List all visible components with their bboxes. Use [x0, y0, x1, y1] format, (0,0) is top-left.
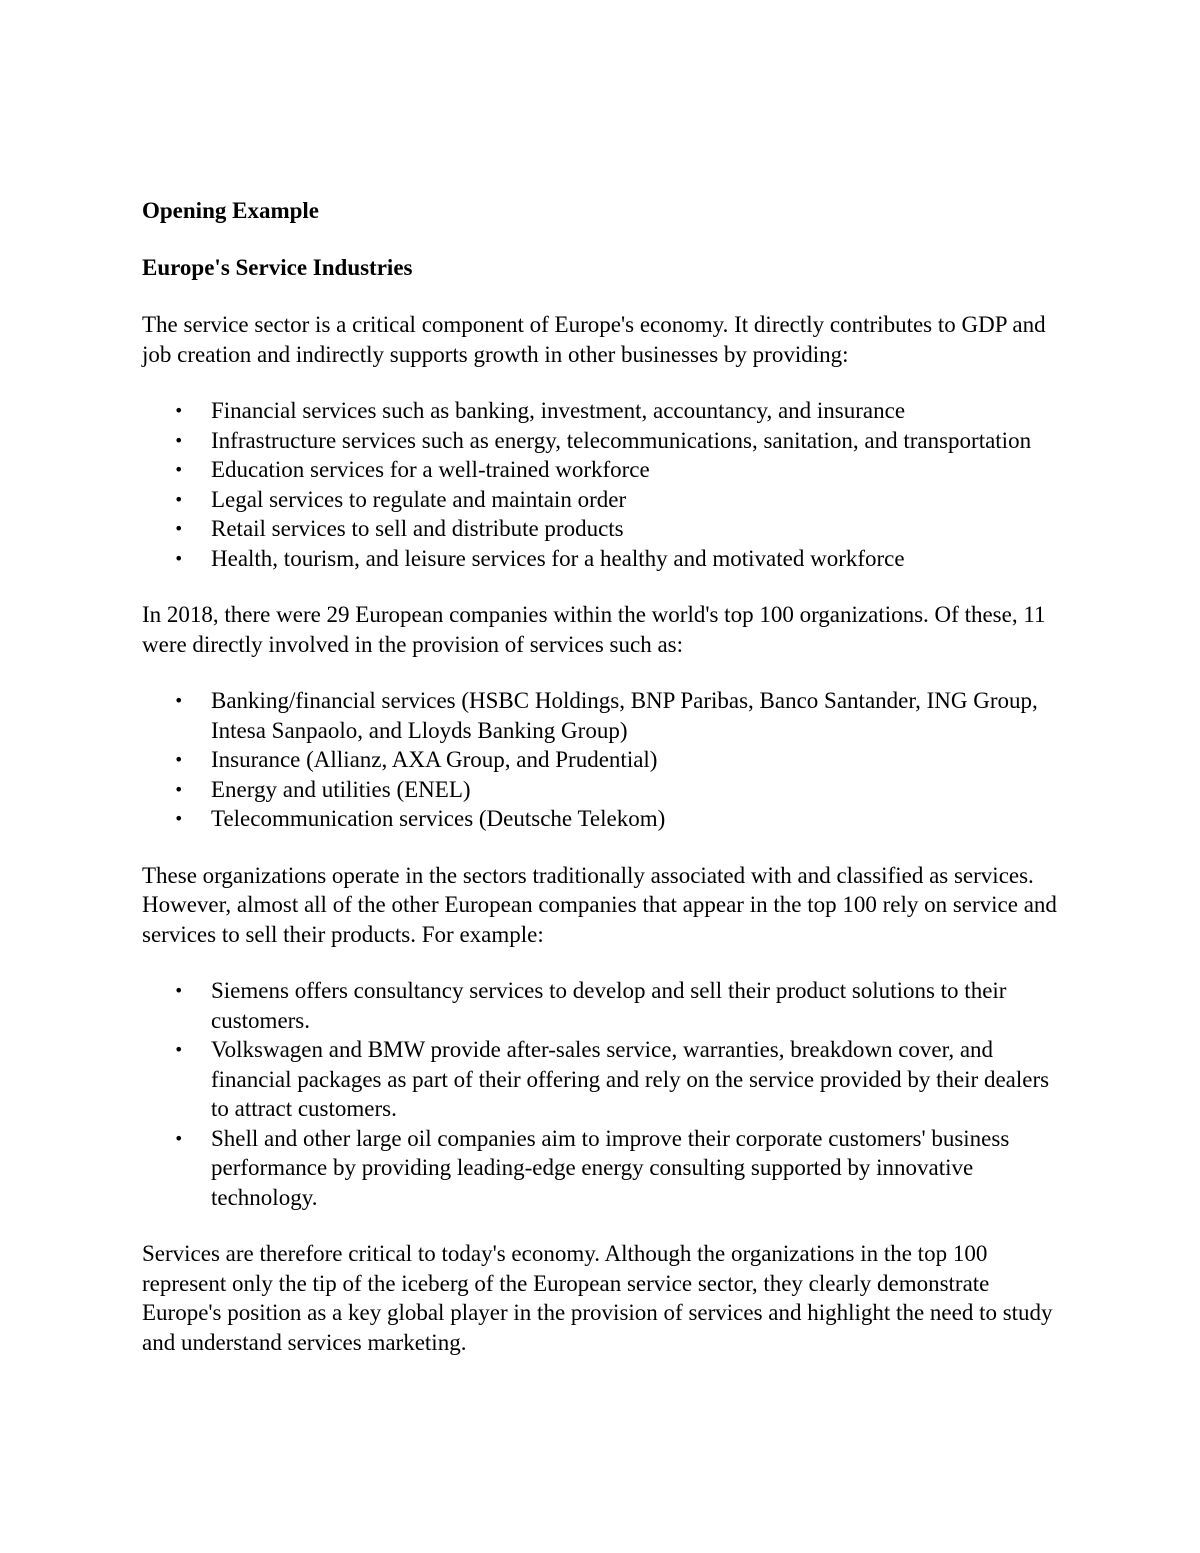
list-item-text: Insurance (Allianz, AXA Group, and Prudential)	[211, 747, 658, 772]
paragraph-conclusion: Services are therefore critical to today's economy. Although the organizations in the top 100 represent only the tip of the iceberg of the European service sector, they clearly demonstrate Europe's position as a key global player in the provision of services and highlight the need to study and understand services marketing.	[142, 1241, 1053, 1355]
bullet-icon: •	[174, 779, 184, 799]
list-item	[142, 514, 1057, 544]
paragraph-intro: The service sector is a critical component of Europe's economy. It directly contributes to GDP and job creation and indirectly supports growth in other businesses by providing:	[142, 312, 1046, 367]
list-item	[142, 976, 1057, 1035]
document-heading: Opening Example	[142, 198, 320, 223]
list-item	[142, 804, 1057, 834]
list-item-text: Telecommunication services (Deutsche Telekom)	[211, 806, 666, 831]
list-item	[142, 426, 1057, 456]
list-item-text: Volkswagen and BMW provide after-sales service, warranties, breakdown cover, and financial packages as part of their offering and rely on the service provided by their dealers to attract customers.	[211, 1037, 1050, 1121]
list-item	[142, 544, 1057, 574]
list-item	[142, 396, 1057, 426]
bullet-icon: •	[174, 548, 184, 568]
services-list	[142, 396, 1057, 573]
list-item	[142, 686, 1057, 745]
bullet-icon: •	[174, 401, 184, 420]
list-item-text: Siemens offers consultancy services to develop and sell their product solutions to their customers.	[211, 978, 1007, 1033]
bullet-icon: •	[174, 1040, 184, 1059]
document-subheading: Europe's Service Industries	[142, 254, 413, 280]
list-item-text: Financial services such as banking, investment, accountancy, and insurance	[211, 398, 906, 423]
bullet-icon: •	[174, 489, 184, 509]
list-item	[142, 455, 1057, 485]
bullet-icon: •	[174, 460, 184, 479]
list-item-text: Education services for a well-trained workforce	[211, 457, 650, 482]
bullet-icon: •	[174, 750, 184, 769]
list-item-text: Health, tourism, and leisure services for a healthy and motivated workforce	[211, 545, 905, 571]
list-item-text: Retail services to sell and distribute products	[211, 516, 624, 541]
document-page	[142, 196, 1057, 1384]
list-item-text: Banking/financial services (HSBC Holdings, BNP Paribas, Banco Santander, ING Group, Intesa Sanpaolo, and Lloyds Banking Group)	[211, 688, 1038, 743]
examples-list	[142, 976, 1057, 1212]
list-item-text: Legal services to regulate and maintain order	[211, 486, 627, 512]
paragraph-top100: In 2018, there were 29 European companies within the world's top 100 organizations. Of these, 11 were directly involved in the provision of services such as:	[142, 602, 1046, 657]
paragraph-organizations: These organizations operate in the sectors traditionally associated with and classified as services. However, almost all of the other European companies that appear in the top 100 rely on service and services to sell their products. For example:	[142, 862, 1057, 947]
list-item	[142, 775, 1057, 805]
bullet-icon: •	[174, 430, 184, 450]
bullet-icon: •	[174, 809, 184, 828]
list-item	[142, 745, 1057, 775]
list-item	[142, 1124, 1057, 1213]
bullet-icon: •	[174, 519, 184, 538]
bullet-icon: •	[174, 981, 184, 1000]
list-item	[142, 485, 1057, 515]
list-item-text: Infrastructure services such as energy, telecommunications, sanitation, and transportation	[211, 427, 1032, 453]
list-item-text: Energy and utilities (ENEL)	[211, 776, 471, 802]
list-item-text: Shell and other large oil companies aim to improve their corporate customers' business performance by providing leading-edge energy consulting supported by innovative technology.	[211, 1125, 1010, 1210]
bullet-icon: •	[174, 1128, 184, 1148]
bullet-icon: •	[174, 691, 184, 710]
list-item	[142, 1035, 1057, 1124]
companies-list	[142, 686, 1057, 834]
